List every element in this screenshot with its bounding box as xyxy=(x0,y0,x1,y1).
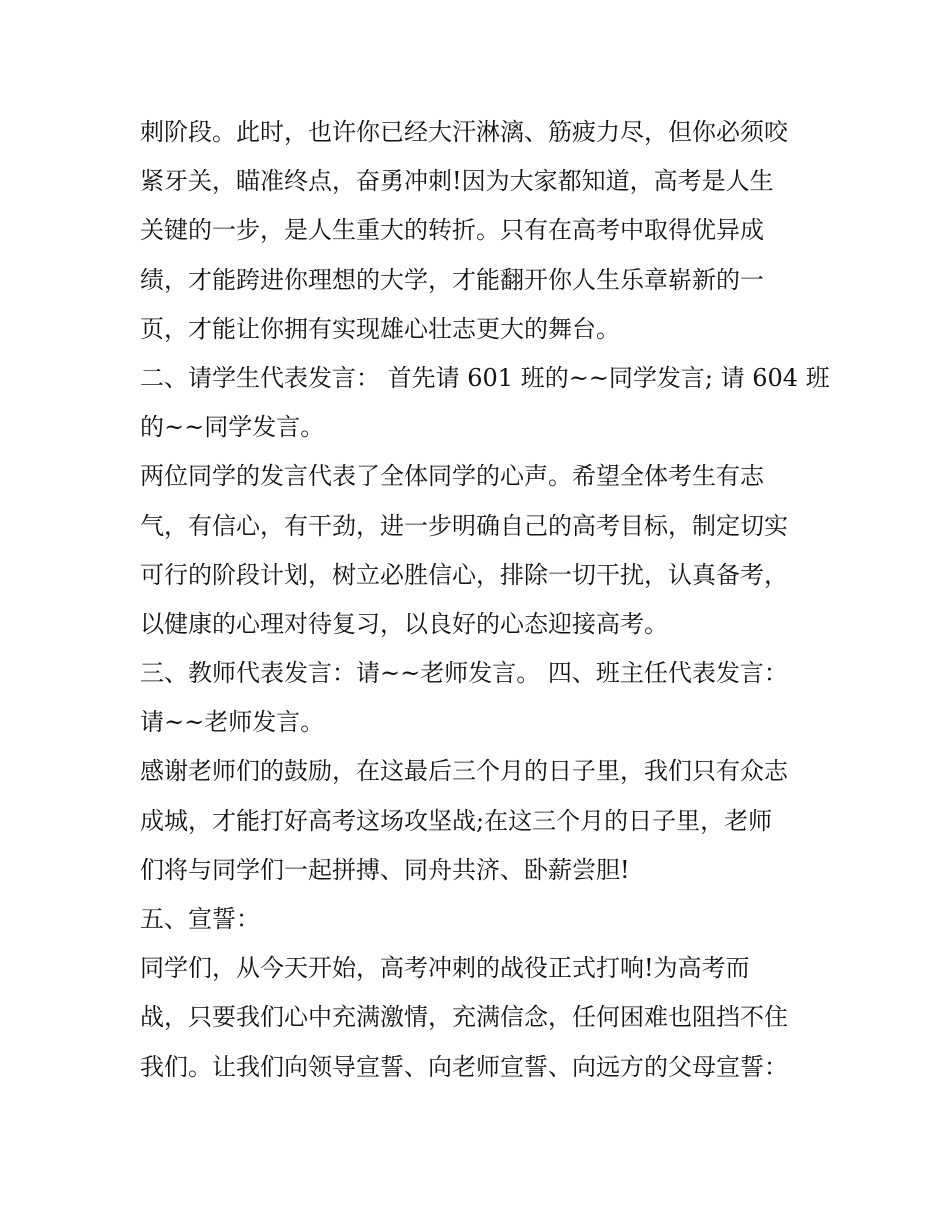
text-line: 气，有信心，有干劲，进一步明确自己的高考目标，制定切实 xyxy=(140,511,788,540)
text-line: 两位同学的发言代表了全体同学的心声。希望全体考生有志 xyxy=(140,462,764,491)
text-line: 的~~同学发言。 xyxy=(140,413,325,442)
section-heading-student-speech: 二、请学生代表发言： 首先请 601 班的~~同学发言; 请 604 班 xyxy=(140,363,830,392)
text-line: 战，只要我们心中充满激情，充满信念，任何困难也阻挡不住 xyxy=(140,1003,788,1032)
text-line: 感谢老师们的鼓励，在这最后三个月的日子里，我们只有众志 xyxy=(140,757,788,786)
text-line: 我们。让我们向领导宣誓、向老师宣誓、向远方的父母宣誓： xyxy=(140,1052,788,1081)
text-line: 以健康的心理对待复习，以良好的心态迎接高考。 xyxy=(140,609,668,638)
text-line: 同学们，从今天开始，高考冲刺的战役正式打响!为高考而 xyxy=(140,954,750,983)
section-heading-teacher-speech: 三、教师代表发言：请~~老师发言。 四、班主任代表发言： xyxy=(140,659,788,688)
text-line: 们将与同学们一起拼搏、同舟共济、卧薪尝胆! xyxy=(140,855,630,884)
text-line: 成城，才能打好高考这场攻坚战;在这三个月的日子里，老师 xyxy=(140,806,773,835)
text-line: 紧牙关，瞄准终点，奋勇冲刺!因为大家都知道，高考是人生 xyxy=(140,167,774,196)
document-body xyxy=(140,108,830,1092)
text-line: 页，才能让你拥有实现雄心壮志更大的舞台。 xyxy=(140,314,620,343)
text-line: 刺阶段。此时，也许你已经大汗淋漓、筋疲力尽，但你必须咬 xyxy=(140,118,788,146)
text-line: 绩，才能跨进你理想的大学，才能翻开你人生乐章崭新的一 xyxy=(140,265,764,294)
text-line: 请~~老师发言。 xyxy=(140,708,325,737)
text-line: 关键的一步，是人生重大的转折。只有在高考中取得优异成 xyxy=(140,216,764,245)
section-heading-oath: 五、宣誓： xyxy=(140,905,260,933)
text-line: 可行的阶段计划，树立必胜信心，排除一切干扰，认真备考， xyxy=(140,560,788,589)
